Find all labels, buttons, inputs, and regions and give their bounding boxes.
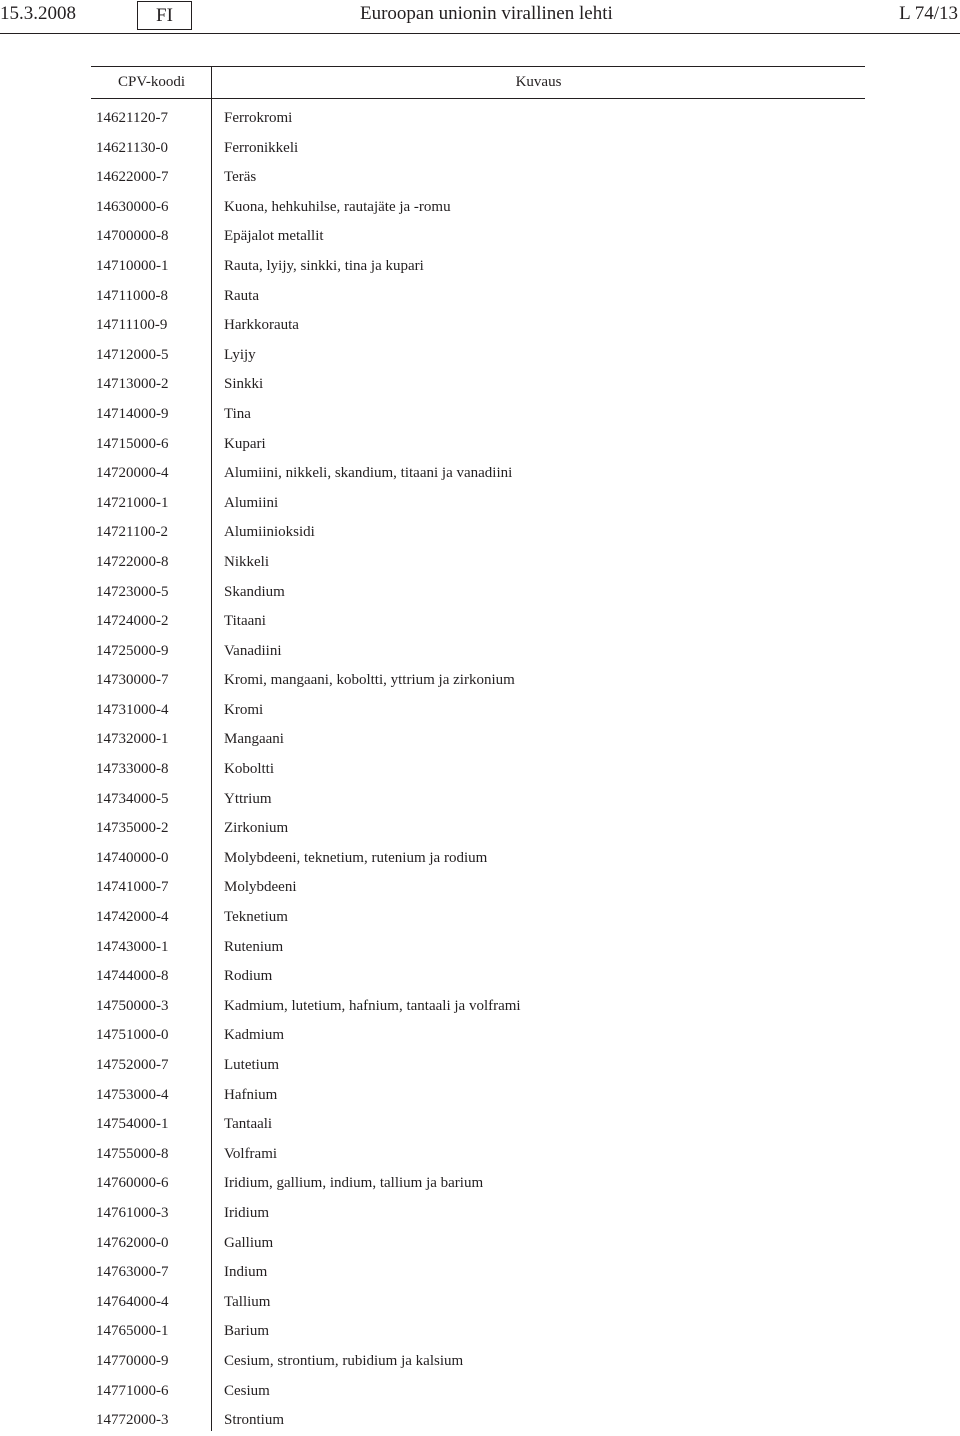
cpv-description: Kuona, hehkuhilse, rautajäte ja -romu xyxy=(224,198,451,215)
cpv-description: Skandium xyxy=(224,583,285,600)
cpv-code: 14743000-1 xyxy=(96,938,169,955)
cpv-code: 14734000-5 xyxy=(96,790,169,807)
cpv-description: Mangaani xyxy=(224,731,284,748)
cpv-description: Rauta, lyijy, sinkki, tina ja kupari xyxy=(224,257,424,274)
cpv-code: 14760000-6 xyxy=(96,1175,169,1192)
cpv-description: Cesium xyxy=(224,1382,270,1399)
cpv-description: Volframi xyxy=(224,1145,278,1162)
table-row xyxy=(91,1317,865,1347)
cpv-code: 14621130-0 xyxy=(96,139,168,156)
table-row xyxy=(91,193,865,223)
cpv-description: Teknetium xyxy=(224,909,288,926)
cpv-code: 14724000-2 xyxy=(96,613,169,630)
cpv-code: 14731000-4 xyxy=(96,701,169,718)
cpv-code: 14763000-7 xyxy=(96,1264,169,1281)
cpv-code: 14621120-7 xyxy=(96,110,168,126)
cpv-description: Molybdeeni, teknetium, rutenium ja rodium xyxy=(224,849,488,866)
cpv-code: 14735000-2 xyxy=(96,820,169,837)
table-row xyxy=(91,1406,865,1436)
cpv-code: 14712000-5 xyxy=(96,346,169,363)
table-row xyxy=(91,489,865,519)
cpv-description: Ferrokromi xyxy=(224,110,293,126)
cpv-description: Nikkeli xyxy=(224,553,269,570)
page-header xyxy=(0,0,960,34)
cpv-code: 14725000-9 xyxy=(96,642,169,659)
cpv-code: 14733000-8 xyxy=(96,761,169,778)
header-divider xyxy=(0,33,960,34)
cpv-description: Cesium, strontium, rubidium ja kalsium xyxy=(224,1352,464,1369)
cpv-code: 14713000-2 xyxy=(96,376,169,393)
table-row xyxy=(91,1021,865,1051)
table-row xyxy=(91,903,865,933)
page-number: L 74/13 xyxy=(899,3,958,24)
table-header xyxy=(91,66,865,99)
cpv-code: 14752000-7 xyxy=(96,1057,169,1073)
table-row xyxy=(91,1229,865,1259)
table-row xyxy=(91,282,865,312)
cpv-code: 14762000-0 xyxy=(96,1234,169,1251)
table-row xyxy=(91,311,865,341)
cpv-code: 14755000-8 xyxy=(96,1145,169,1162)
cpv-description: Hafnium xyxy=(224,1086,278,1103)
cpv-description: Alumiini xyxy=(224,494,279,511)
table-row xyxy=(91,696,865,726)
table-row xyxy=(91,1347,865,1377)
cpv-description: Rodium xyxy=(224,968,273,985)
publication-date: 15.3.2008 xyxy=(0,3,76,24)
cpv-code: 14771000-6 xyxy=(96,1382,169,1399)
cpv-code: 14711000-8 xyxy=(96,287,168,304)
cpv-description: Molybdeeni xyxy=(224,879,297,896)
cpv-code: 14722000-8 xyxy=(96,553,169,570)
table-row xyxy=(91,548,865,578)
cpv-code: 14772000-3 xyxy=(96,1412,169,1429)
table-row xyxy=(91,755,865,785)
table-row xyxy=(91,637,865,667)
cpv-description: Lutetium xyxy=(224,1057,279,1073)
table-row xyxy=(91,785,865,815)
cpv-code: 14710000-1 xyxy=(96,257,169,274)
cpv-description: Ferronikkeli xyxy=(224,139,299,156)
cpv-code: 14700000-8 xyxy=(96,228,169,245)
table-row xyxy=(91,430,865,460)
cpv-description: Lyijy xyxy=(224,346,256,363)
cpv-description: Tantaali xyxy=(224,1116,273,1133)
cpv-code: 14770000-9 xyxy=(96,1352,169,1369)
cpv-code: 14714000-9 xyxy=(96,405,169,422)
cpv-description: Kromi, mangaani, koboltti, yttrium ja zirkonium xyxy=(224,672,515,689)
table-row xyxy=(91,459,865,489)
cpv-description: Alumiinioksidi xyxy=(224,524,315,541)
cpv-code: 14721100-2 xyxy=(96,524,168,541)
cpv-description: Indium xyxy=(224,1264,268,1281)
cpv-description: Kupari xyxy=(224,435,266,452)
cpv-code: 14751000-0 xyxy=(96,1027,169,1044)
column-header-code: CPV-koodi xyxy=(118,74,185,90)
cpv-description: Barium xyxy=(224,1323,269,1340)
table-row xyxy=(91,222,865,252)
cpv-description: Kromi xyxy=(224,701,264,718)
cpv-description: Strontium xyxy=(224,1412,285,1429)
table-row xyxy=(91,814,865,844)
cpv-code: 14630000-6 xyxy=(96,198,169,215)
table-row xyxy=(91,252,865,282)
cpv-description: Iridium, gallium, indium, tallium ja barium xyxy=(224,1175,484,1192)
cpv-code: 14761000-3 xyxy=(96,1204,169,1221)
table-row xyxy=(91,1377,865,1407)
table-row xyxy=(91,163,865,193)
table-row xyxy=(91,1140,865,1170)
table-row xyxy=(91,341,865,371)
cpv-code: 14741000-7 xyxy=(96,879,169,896)
table-row xyxy=(91,666,865,696)
cpv-code: 14721000-1 xyxy=(96,494,169,511)
cpv-description: Kadmium, lutetium, hafnium, tantaali ja volframi xyxy=(224,997,521,1014)
cpv-description: Epäjalot metallit xyxy=(224,228,324,245)
table-row xyxy=(91,578,865,608)
table-row xyxy=(91,725,865,755)
cpv-code: 14744000-8 xyxy=(96,968,169,985)
cpv-description: Koboltti xyxy=(224,761,275,778)
cpv-code: 14764000-4 xyxy=(96,1293,169,1310)
table-row xyxy=(91,400,865,430)
table-row xyxy=(91,607,865,637)
table-row xyxy=(91,1199,865,1229)
table-row xyxy=(91,992,865,1022)
table-row xyxy=(91,104,865,134)
cpv-description: Alumiini, nikkeli, skandium, titaani ja vanadiini xyxy=(224,465,513,482)
cpv-description: Rutenium xyxy=(224,938,284,955)
cpv-code: 14622000-7 xyxy=(96,169,169,186)
cpv-description: Zirkonium xyxy=(224,820,289,837)
cpv-code: 14732000-1 xyxy=(96,731,169,748)
table-row xyxy=(91,1110,865,1140)
cpv-code: 14750000-3 xyxy=(96,997,169,1014)
column-header-description: Kuvaus xyxy=(515,74,562,90)
cpv-code: 14711100-9 xyxy=(96,317,168,334)
table-row xyxy=(91,1081,865,1111)
table-row xyxy=(91,370,865,400)
table-row xyxy=(91,962,865,992)
cpv-description: Kadmium xyxy=(224,1027,284,1044)
cpv-description: Tina xyxy=(224,405,251,422)
table-row xyxy=(91,134,865,164)
cpv-code: 14742000-4 xyxy=(96,909,169,926)
table-row xyxy=(91,1169,865,1199)
cpv-description: Tallium xyxy=(224,1293,271,1310)
table-row xyxy=(91,844,865,874)
language-badge: FI xyxy=(137,1,192,30)
cpv-description: Harkkorauta xyxy=(224,317,299,334)
cpv-code: 14730000-7 xyxy=(96,672,169,689)
table-row xyxy=(91,933,865,963)
table-row xyxy=(91,518,865,548)
cpv-description: Rauta xyxy=(224,287,259,304)
table-row xyxy=(91,873,865,903)
cpv-description: Gallium xyxy=(224,1234,274,1251)
table-body xyxy=(91,104,865,1436)
cpv-description: Vanadiini xyxy=(224,642,282,659)
cpv-description: Teräs xyxy=(224,169,257,186)
cpv-code: 14753000-4 xyxy=(96,1086,169,1103)
cpv-table xyxy=(91,66,865,99)
cpv-code: 14720000-4 xyxy=(96,465,169,482)
table-row xyxy=(91,1258,865,1288)
cpv-description: Yttrium xyxy=(224,790,272,807)
cpv-code: 14715000-6 xyxy=(96,435,169,452)
cpv-description: Sinkki xyxy=(224,376,264,393)
table-row xyxy=(91,1051,865,1081)
cpv-description: Iridium xyxy=(224,1204,269,1221)
cpv-description: Titaani xyxy=(224,613,266,630)
journal-title: Euroopan unionin virallinen lehti xyxy=(360,3,613,24)
cpv-code: 14754000-1 xyxy=(96,1116,169,1133)
table-row xyxy=(91,1288,865,1318)
cpv-code: 14765000-1 xyxy=(96,1323,169,1340)
cpv-code: 14723000-5 xyxy=(96,583,169,600)
cpv-code: 14740000-0 xyxy=(96,849,169,866)
